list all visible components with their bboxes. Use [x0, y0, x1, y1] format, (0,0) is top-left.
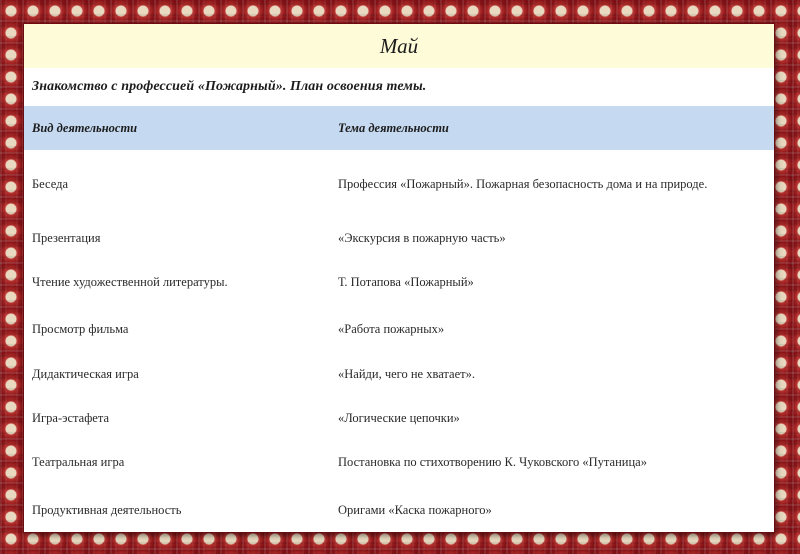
table-header [24, 106, 774, 150]
table-row [24, 305, 774, 351]
row-activity: Презентация [32, 231, 101, 245]
row-theme: «Логические цепочки» [338, 411, 460, 425]
header-theme: Тема деятельности [338, 120, 449, 135]
table-row [24, 440, 774, 487]
topic-title: Знакомство с профессией «Пожарный». План освоения темы. [24, 68, 774, 106]
header-activity: Вид деятельности [32, 120, 138, 135]
row-theme: «Найди, чего не хватает». [338, 367, 475, 381]
table-row [24, 150, 774, 211]
row-theme: Оригами «Каска пожарного» [338, 503, 492, 517]
table-row [24, 211, 774, 258]
table-body [24, 150, 774, 529]
month-title: Май [24, 24, 774, 68]
table-row [24, 395, 774, 440]
table-row [24, 351, 774, 395]
table-row [24, 487, 774, 529]
row-activity: Продуктивная деятельность [32, 503, 182, 517]
row-theme: Т. Потапова «Пожарный» [338, 275, 474, 289]
row-activity: Игра-эстафета [32, 411, 110, 425]
row-activity: Просмотр фильма [32, 322, 129, 336]
row-activity: Дидактическая игра [32, 367, 139, 381]
row-activity: Театральная игра [32, 455, 125, 469]
row-activity: Беседа [32, 177, 69, 191]
table-row [24, 258, 774, 305]
row-theme: Профессия «Пожарный». Пожарная безопасность дома и на природе. [338, 177, 708, 191]
row-theme: «Экскурсия в пожарную часть» [338, 231, 506, 245]
row-theme: Постановка по стихотворению К. Чуковского «Путаница» [338, 455, 647, 469]
row-activity: Чтение художественной литературы. [32, 275, 228, 289]
plan-table [24, 24, 774, 532]
row-theme: «Работа пожарных» [338, 322, 445, 336]
